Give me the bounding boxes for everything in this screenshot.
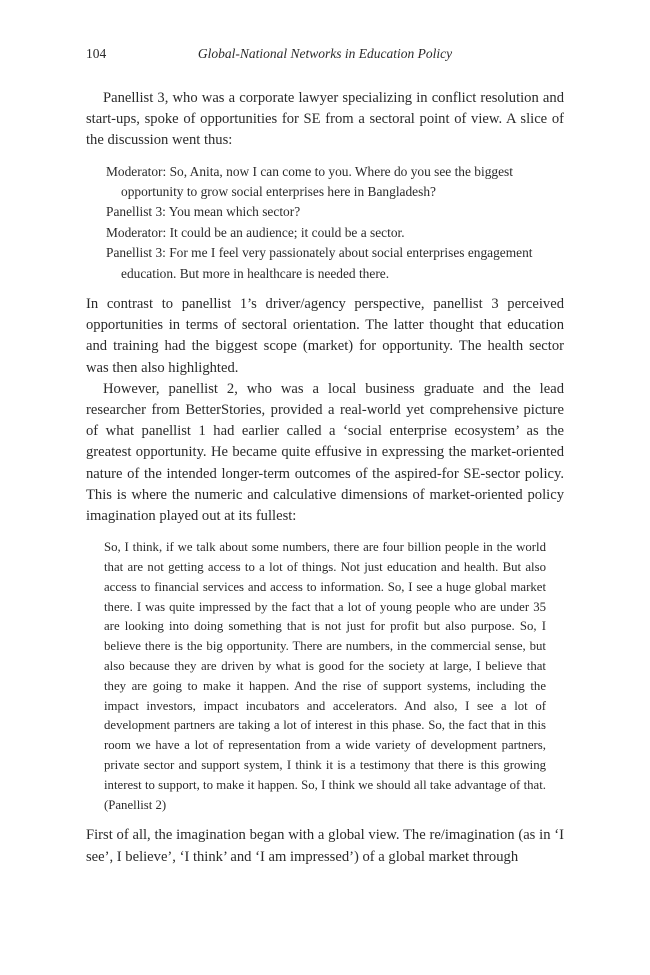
running-title: Global-National Networks in Education Policy [197, 46, 453, 61]
paragraph-contrast: In contrast to panellist 1’s driver/agency perspective, panellist 3 perceived opportunities in terms of sectoral orientation. The latter thought that education and training had the biggest scope (market) for opportunity. The health sector was then also highlighted. [86, 296, 564, 376]
dialogue-turn: Moderator: It could be an audience; it could be a sector. [106, 224, 405, 240]
dialogue-turn: Moderator: So, Anita, now I can come to you. Where do you see the biggest opportunity to grow social enterprises here in Bangladesh? [106, 163, 513, 200]
block-quote: So, I think, if we talk about some numbers, there are four billion people in the world that are not getting access to a lot of things. Not just education and health. But also access to financial services and access to information. So, I see a huge global market there. I was quite impressed by the fact that a lot of young people who are under 35 are looking into doing something that is not just for profit but also purpose. So, I believe there is the big opportunity. There are numbers, in the commercial sense, but also because they are driven by what is good for the society at large, I believe that they are going to make it happen. And the rise of support systems, including the impact investors, impact incubators and accelerators. And also, I see a lot of development partners are taking a lot of interest in this phase. So, the fact that in this room we have a lot of representation from a wide variety of development partners, private sector and support system, I think it is a testimony that there is this growing interest to support, to make it happen. So, I think we should all take advantage of that. (Panellist 2) [104, 540, 546, 812]
running-header [86, 46, 564, 66]
dialogue-excerpt [106, 162, 564, 284]
paragraph-intro: Panellist 3, who was a corporate lawyer specializing in conflict resolution and start-ups, spoke of opportunities for SE from a sectoral point of view. A slice of the discussion went thus: [86, 90, 564, 149]
dialogue-turn: Panellist 3: For me I feel very passionately about social enterprises engagement education. But more in healthcare is needed there. [106, 245, 533, 281]
paragraph-global-view: First of all, the imagination began with a global view. The re/imagination (as in ‘I see’, I believe’, ‘I think’ and ‘I am impressed’) of a global market through [86, 827, 564, 865]
page-number: 104 [86, 46, 107, 61]
paragraph-panellist-2: However, panellist 2, who was a local business graduate and the lead researcher from BetterStories, provided a real-world yet comprehensive picture of what panellist 1 had earlier called a ‘social enterprise ecosystem’ as the greatest opportunity. He became quite effusive in expressing the market-oriented nature of the intended longer-term outcomes of the aspired-for SE-sector policy. This is where the numeric and calculative dimensions of market-oriented policy imagination played out at its fullest: [86, 380, 564, 525]
dialogue-turn: Panellist 3: You mean which sector? [106, 204, 301, 220]
page-body [86, 88, 564, 868]
